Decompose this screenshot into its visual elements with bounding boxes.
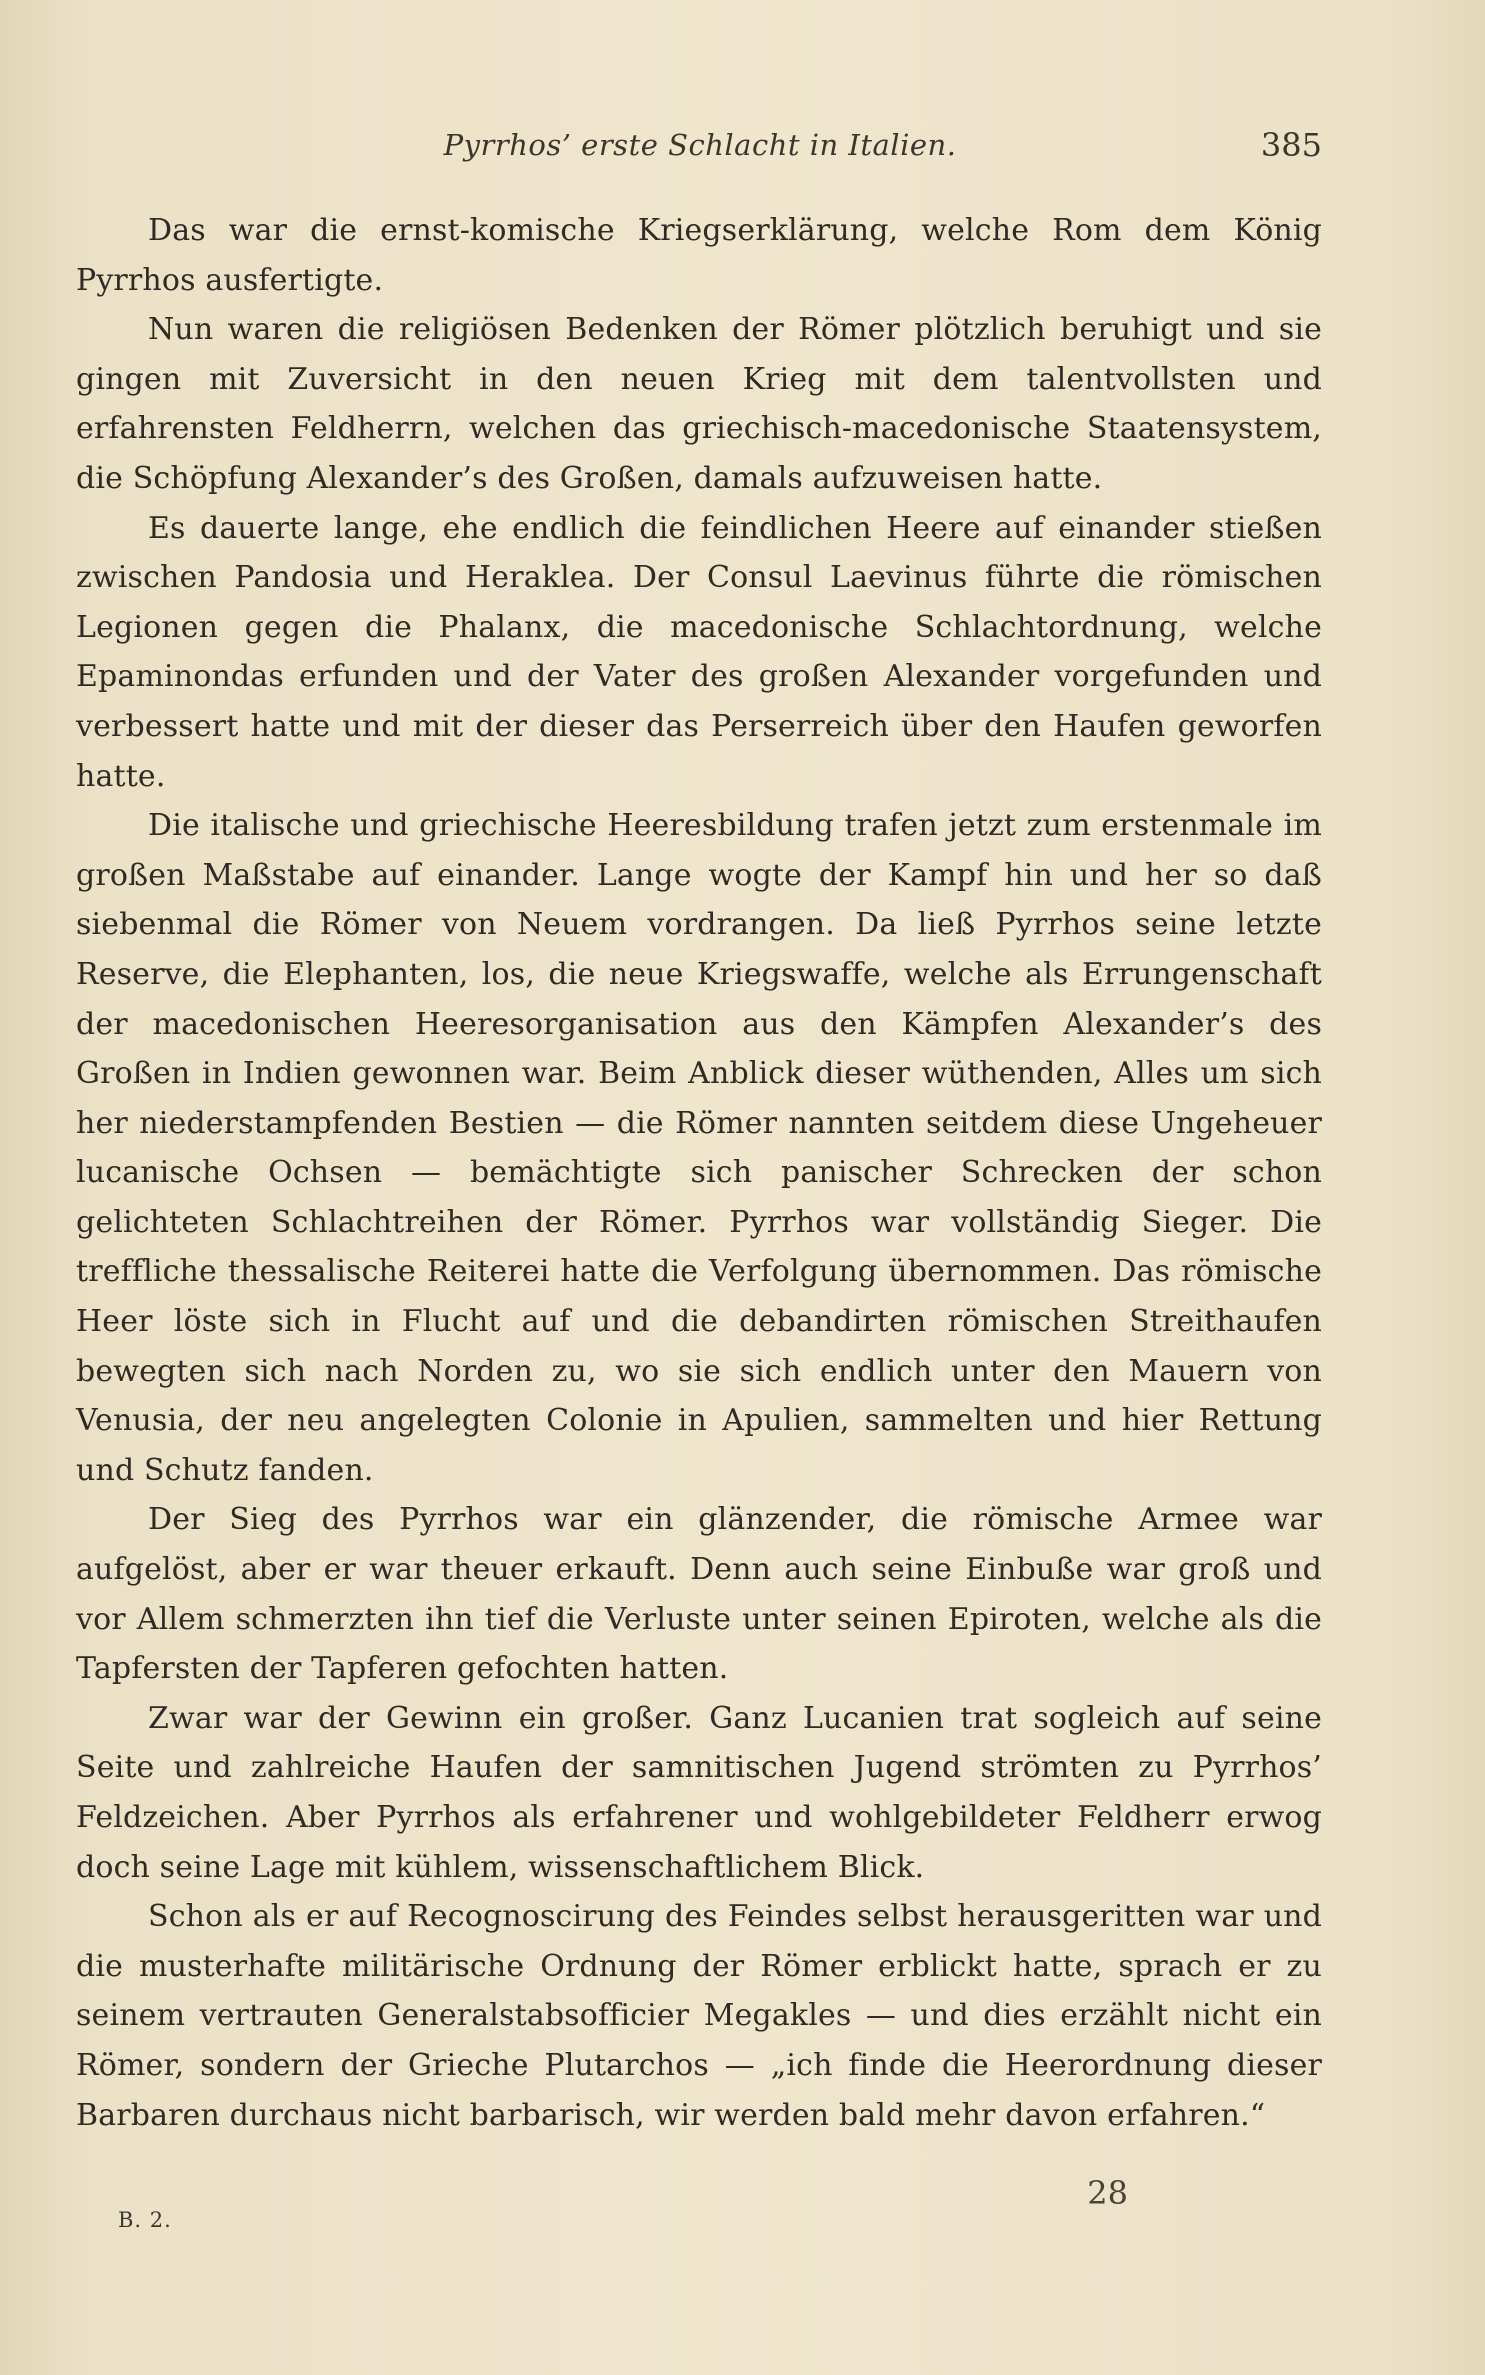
sheet-number: 28 [1087, 2174, 1128, 2212]
paragraph: Zwar war der Gewinn ein großer. Ganz Lucanien trat sogleich auf seine Seite und zahlreiche Haufen der samnitischen Jugend strömten zu Pyrrhos’ Feldzeichen. Aber Pyrrhos als erfahrener und wohlgebildeter Feldherr erwog doch seine Lage mit kühlem, wissenschaftlichem Blick. [76, 1700, 1322, 1885]
running-title: Pyrrhos’ erste Schlacht in Italien. [443, 128, 957, 162]
body-text [76, 206, 1322, 2140]
page-number: 385 [1260, 126, 1322, 164]
page-footer [78, 2170, 1128, 2230]
paragraph: Das war die ernst-komische Kriegserklärung, welche Rom dem König Pyrrhos ausfertigte. [76, 213, 1322, 298]
paragraph: Es dauerte lange, ehe endlich die feindlichen Heere auf einander stießen zwischen Pandosia und Heraklea. Der Consul Laevinus führte die römischen Legionen gegen die Phalanx, die macedonische Schlachtordnung, welche Epaminondas erfunden und der Vater des großen Alexander vorgefunden und verbessert hatte und mit der dieser das Perserreich über den Haufen geworfen hatte. [76, 510, 1322, 794]
running-head [78, 124, 1322, 174]
paragraph: Der Sieg des Pyrrhos war ein glänzender, die römische Armee war aufgelöst, aber er war theuer erkauft. Denn auch seine Einbuße war groß und vor Allem schmerzten ihn tief die Verluste unter seinen Epiroten, welche als die Tapfersten der Tapferen gefochten hatten. [76, 1502, 1322, 1687]
paragraph: Die italische und griechische Heeresbildung trafen jetzt zum erstenmale im großen Maßstabe auf einander. Lange wogte der Kampf hin und her so daß siebenmal die Römer von Neuem vordrangen. Da ließ Pyrrhos seine letzte Reserve, die Elephanten, los, die neue Kriegswaffe, welche als Errungenschaft der macedonischen Heeresorganisation aus den Kämpfen Alexander’s des Großen in Indien gewonnen war. Beim Anblick dieser wüthenden, Alles um sich her niederstampfenden Bestien — die Römer nannten seitdem diese Ungeheuer lucanische Ochsen — bemächtigte sich panischer Schrecken der schon gelichteten Schlachtreihen der Römer. Pyrrhos war vollständig Sieger. Die treffliche thessalische Reiterei hatte die Verfolgung übernommen. Das römische Heer löste sich in Flucht auf und die debandirten römischen Streithaufen bewegten sich nach Norden zu, wo sie sich endlich unter den Mauern von Venusia, der neu angelegten Colonie in Apulien, sammelten und hier Rettung und Schutz fanden. [76, 808, 1322, 1488]
paragraph: Nun waren die religiösen Bedenken der Römer plötzlich beruhigt und sie gingen mit Zuversicht in den neuen Krieg mit dem talentvollsten und erfahrensten Feldherrn, welchen das griechisch-macedonische Staatensystem, die Schöpfung Alexander’s des Großen, damals aufzuweisen hatte. [76, 312, 1322, 496]
paragraph: Schon als er auf Recognoscirung des Feindes selbst herausgeritten war und die musterhafte militärische Ordnung der Römer erblickt hatte, sprach er zu seinem vertrauten Generalstabsofficier Megakles — und dies erzählt nicht ein Römer, sondern der Grieche Plutarchos — „ich finde die Heerordnung dieser Barbaren durchaus nicht barbarisch, wir werden bald mehr davon erfahren.“ [76, 1899, 1322, 2133]
printer-signature: B. 2. [118, 2208, 172, 2232]
